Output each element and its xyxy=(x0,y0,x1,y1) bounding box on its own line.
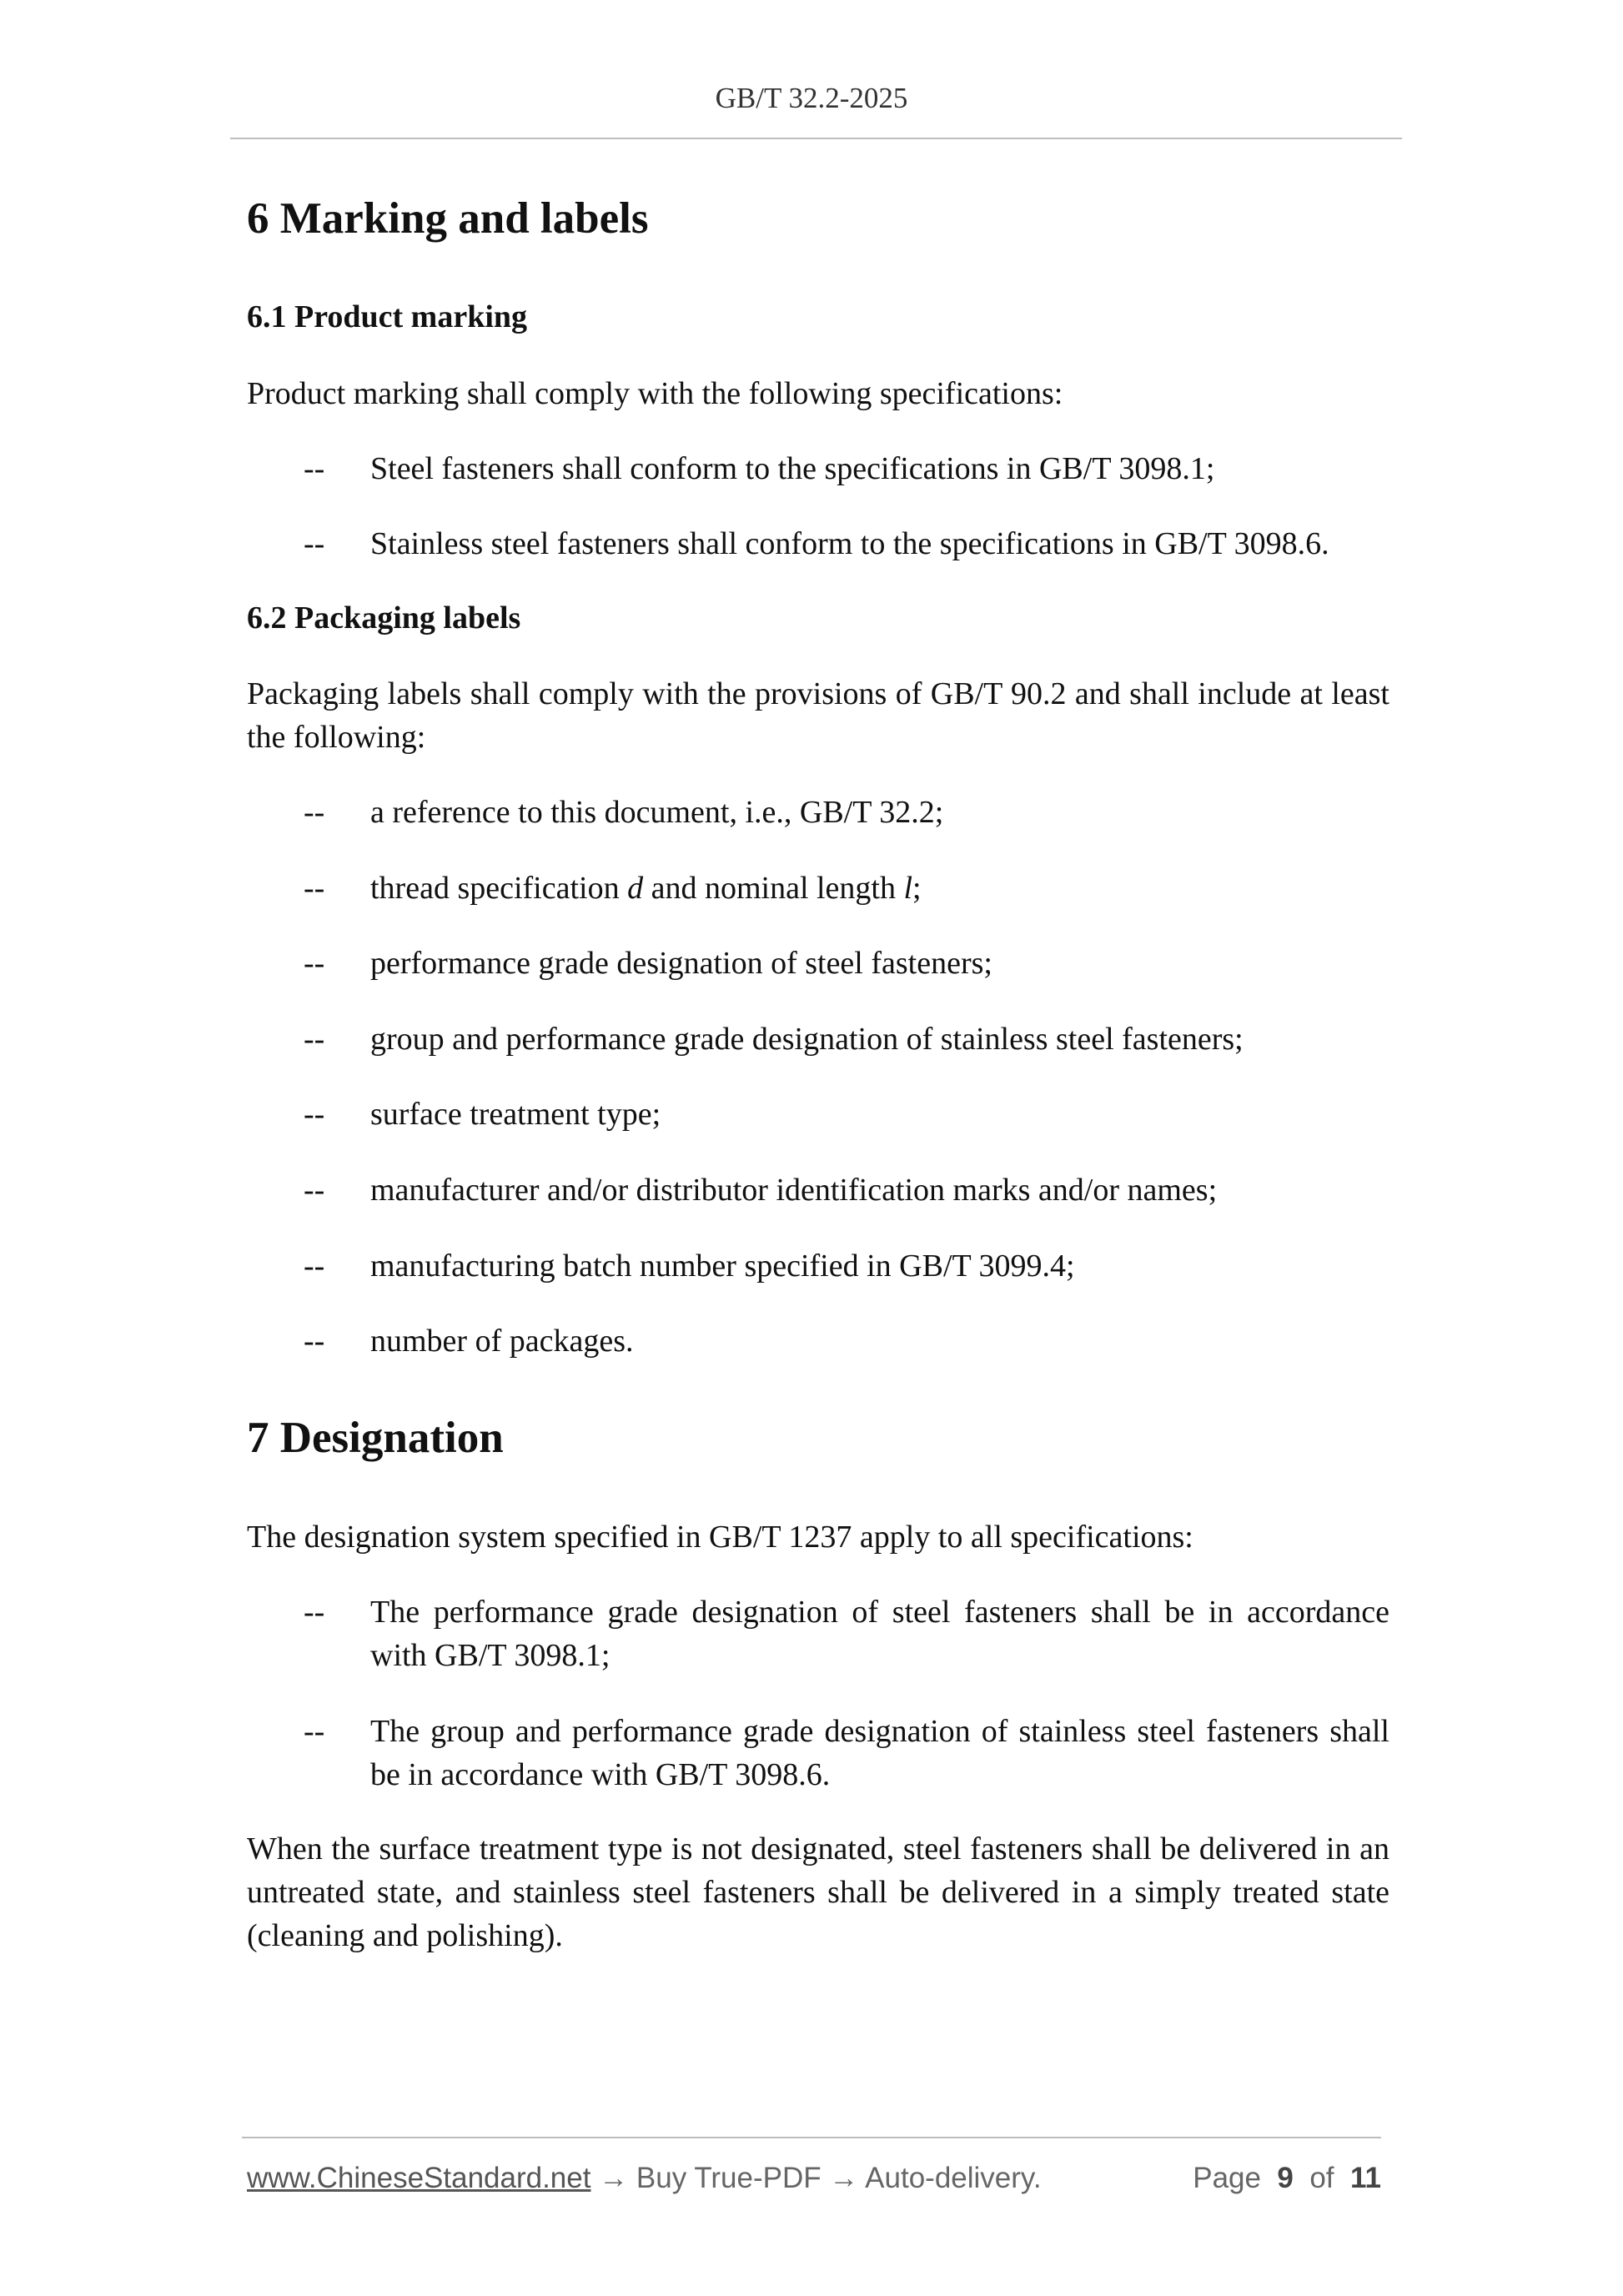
list-item-text: The group and performance grade designation of stainless steel fasteners shall be in accordance with GB/T 3098.6. xyxy=(370,1714,1389,1792)
list-item-text: manufacturing batch number specified in GB/T 3099.4; xyxy=(370,1248,1075,1284)
list-marker: -- xyxy=(304,1022,325,1057)
list-marker: -- xyxy=(304,1595,325,1630)
list-marker: -- xyxy=(304,1248,325,1284)
list-marker: -- xyxy=(304,451,325,486)
section-6-2-intro: Packaging labels shall comply with the provisions of GB/T 90.2 and shall include at least the following: xyxy=(247,676,1389,755)
page-counter xyxy=(1193,2161,1381,2196)
list-item-text: performance grade designation of steel fasteners; xyxy=(370,946,992,981)
of-label: of xyxy=(1309,2162,1334,2194)
total-pages-number: 11 xyxy=(1350,2162,1381,2194)
footer-promo-text: → Buy True-PDF → Auto-delivery. xyxy=(590,2162,1042,2194)
list-marker: -- xyxy=(304,795,325,830)
list-marker: -- xyxy=(304,1097,325,1132)
list-marker: -- xyxy=(304,1324,325,1359)
thread-diameter-symbol: d xyxy=(627,871,644,906)
section-6-1-intro: Product marking shall comply with the following specifications: xyxy=(247,376,1063,411)
section-7-closing-paragraph: When the surface treatment type is not designated, steel fasteners shall be delivered in an untreated state, and stainless steel fasteners shall be delivered in a simply treated state (cleaning and polishing). xyxy=(247,1831,1389,1953)
list-item-text: a reference to this document, i.e., GB/T 32.2; xyxy=(370,795,944,830)
list-item-text: surface treatment type; xyxy=(370,1097,661,1132)
list-item-text: Stainless steel fasteners shall conform to the specifications in GB/T 3098.6. xyxy=(370,526,1329,561)
page-label: Page xyxy=(1193,2162,1261,2194)
list-marker: -- xyxy=(304,946,325,981)
list-marker: -- xyxy=(304,871,325,906)
current-page-number: 9 xyxy=(1277,2162,1294,2194)
list-marker: -- xyxy=(304,1714,325,1749)
page-header-title: GB/T 32.2-2025 xyxy=(715,82,908,114)
list-item-text xyxy=(370,867,1389,910)
list-item-text-part: and nominal length xyxy=(643,871,904,906)
section-7-intro: The designation system specified in GB/T 1237 apply to all specifications: xyxy=(247,1520,1193,1555)
section-6-heading: 6 Marking and labels xyxy=(247,194,649,243)
list-item-text: number of packages. xyxy=(370,1324,634,1359)
section-6-1-heading: 6.1 Product marking xyxy=(247,299,528,334)
list-item-text: group and performance grade designation of stainless steel fasteners; xyxy=(370,1022,1244,1057)
list-marker: -- xyxy=(304,526,325,561)
website-link[interactable]: www.ChineseStandard.net xyxy=(247,2162,591,2194)
section-6-2-heading: 6.2 Packaging labels xyxy=(247,600,521,636)
list-item-text: Steel fasteners shall conform to the specifications in GB/T 3098.1; xyxy=(370,451,1215,486)
list-item-text: The performance grade designation of steel fasteners shall be in accordance with GB/T 3098.1; xyxy=(370,1595,1389,1673)
nominal-length-symbol: l xyxy=(903,871,913,906)
list-item-text-part: ; xyxy=(912,871,922,906)
footer-promo xyxy=(247,2161,1042,2196)
list-item-text-part: thread specification xyxy=(370,871,628,906)
section-7-heading: 7 Designation xyxy=(247,1414,504,1462)
list-marker: -- xyxy=(304,1173,325,1208)
footer-divider xyxy=(242,2137,1381,2138)
header-divider xyxy=(230,138,1402,139)
list-item-text: manufacturer and/or distributor identification marks and/or names; xyxy=(370,1173,1218,1208)
